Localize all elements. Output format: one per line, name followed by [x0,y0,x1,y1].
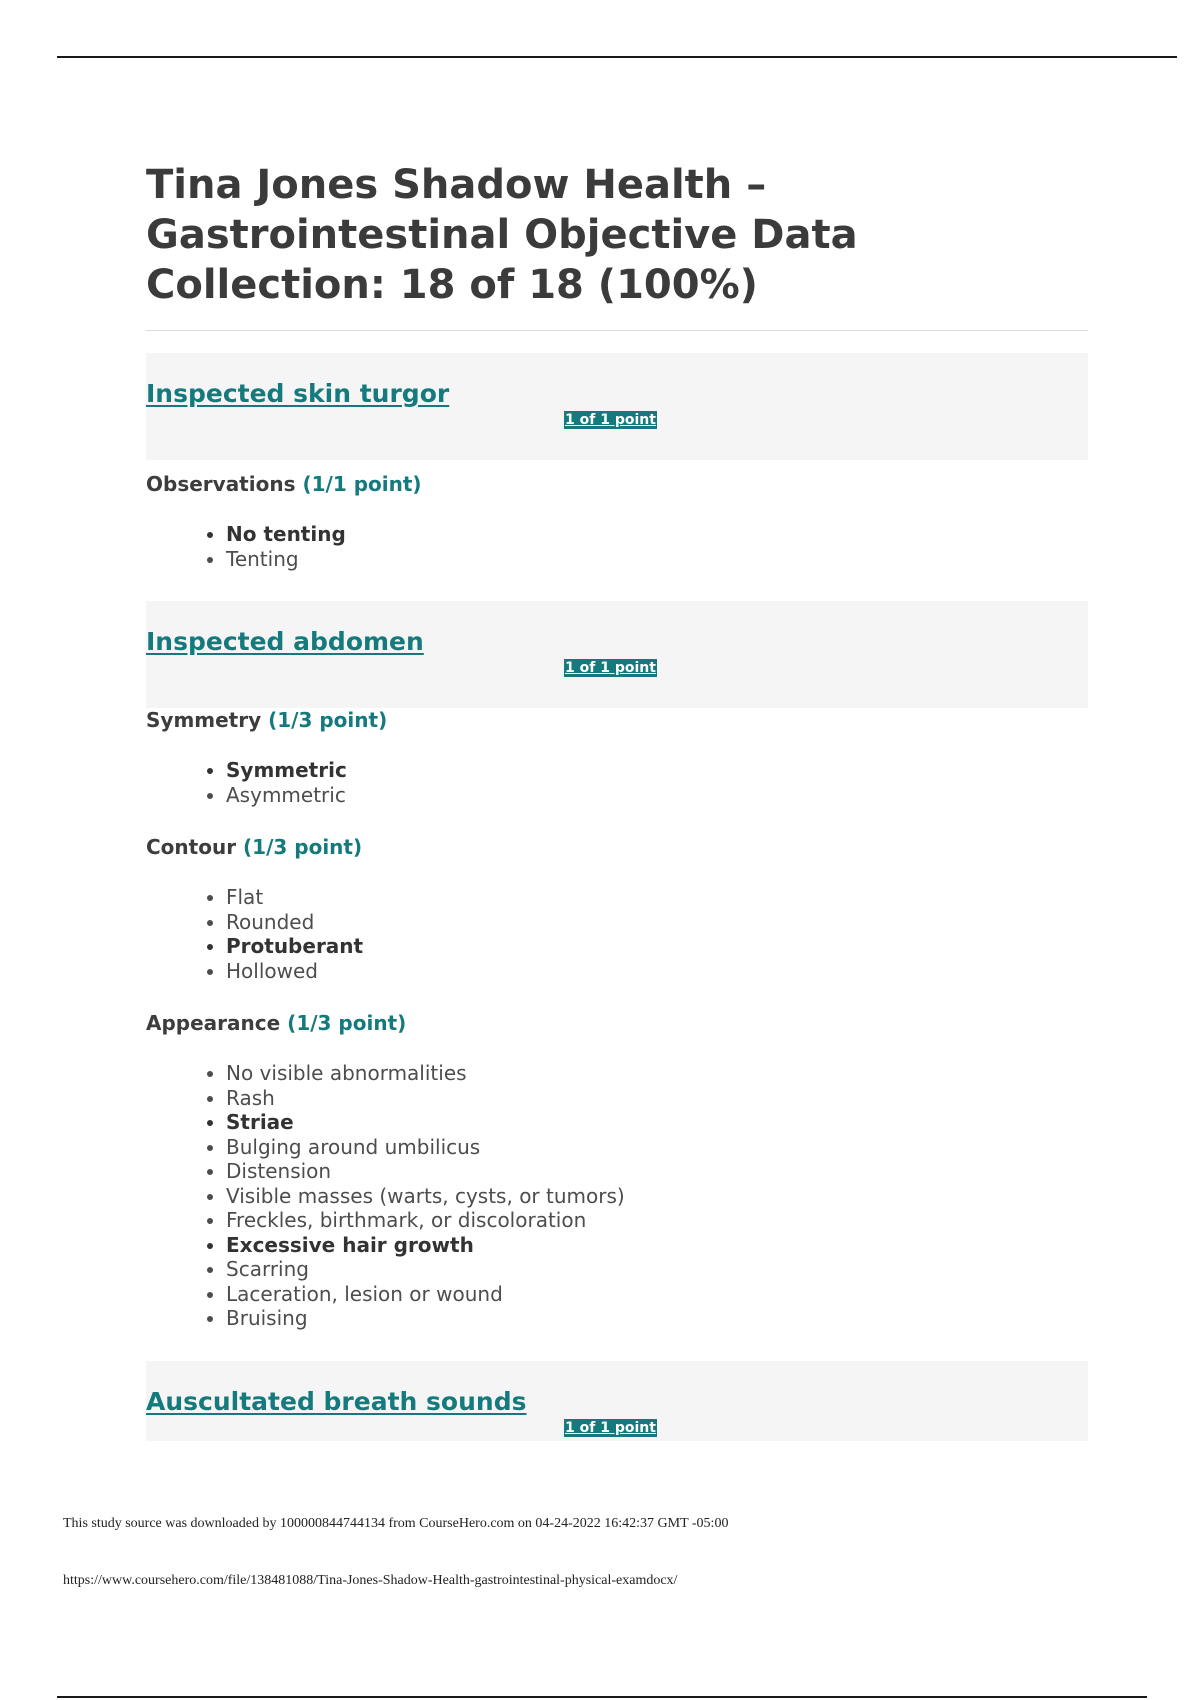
section-link-breath-sounds[interactable]: Auscultated breath sounds [146,1386,527,1416]
section-header-breath-sounds [146,1361,1088,1441]
list-item: • Bulging around umbilicus [226,1135,1088,1160]
section-header-skin-turgor [146,353,1088,460]
list-item: • Freckles, birthmark, or discoloration [226,1208,1088,1233]
document-body [146,160,1088,1441]
list-item: • Laceration, lesion or wound [226,1282,1088,1307]
download-note: This study source was downloaded by 100000844744134 from CourseHero.com on 04-24-2022 16:42:37 GMT -05:00 [63,1516,729,1531]
field-label-text: Appearance [146,1011,281,1035]
section-header-abdomen [146,601,1088,708]
option-list [146,1061,1088,1331]
list-item: • Rash [226,1086,1088,1111]
field-group-appearance [146,1011,1088,1331]
field-label-text: Observations [146,472,296,496]
field-label-text: Symmetry [146,708,262,732]
field-label [146,708,1088,732]
list-item: • Bruising [226,1306,1088,1331]
points-badge: 1 of 1 point [565,1419,656,1436]
list-item: • Distension [226,1159,1088,1184]
field-group-symmetry [146,708,1088,807]
list-item: • No visible abnormalities [226,1061,1088,1086]
field-score: (1/3 point) [243,835,363,859]
list-item: • Asymmetric [226,783,1088,808]
field-label [146,1011,1088,1035]
bottom-rule [57,1696,1147,1698]
list-item: • Excessive hair growth [226,1233,1088,1258]
field-score: (1/3 point) [287,1011,407,1035]
field-score: (1/3 point) [268,708,388,732]
title-divider [146,330,1088,331]
list-item: • No tenting [226,522,1088,547]
field-group-contour [146,835,1088,983]
top-rule [57,56,1177,58]
field-label [146,472,1088,496]
list-item: • Striae [226,1110,1088,1135]
list-item: • Flat [226,885,1088,910]
source-url[interactable]: https://www.coursehero.com/file/138481088/Tina-Jones-Shadow-Health-gastrointestinal-physical-examdocx/ [63,1573,678,1588]
field-label [146,835,1088,859]
list-item: • Tenting [226,547,1088,572]
list-item: • Visible masses (warts, cysts, or tumors) [226,1184,1088,1209]
option-list [146,522,1088,571]
points-badge: 1 of 1 point [565,412,656,428]
list-item: • Scarring [226,1257,1088,1282]
field-group-observations [146,472,1088,571]
option-list [146,885,1088,983]
list-item: • Protuberant [226,934,1088,959]
page-title: Tina Jones Shadow Health – Gastrointestinal Objective Data Collection: 18 of 18 (100%) [146,162,858,308]
list-item: • Hollowed [226,959,1088,984]
list-item: • Rounded [226,910,1088,935]
field-label-text: Contour [146,835,237,859]
section-link-skin-turgor[interactable]: Inspected skin turgor [146,379,450,408]
list-item: • Symmetric [226,758,1088,783]
section-link-abdomen[interactable]: Inspected abdomen [146,627,424,656]
field-score: (1/1 point) [302,472,422,496]
option-list [146,758,1088,807]
points-badge: 1 of 1 point [565,660,656,676]
